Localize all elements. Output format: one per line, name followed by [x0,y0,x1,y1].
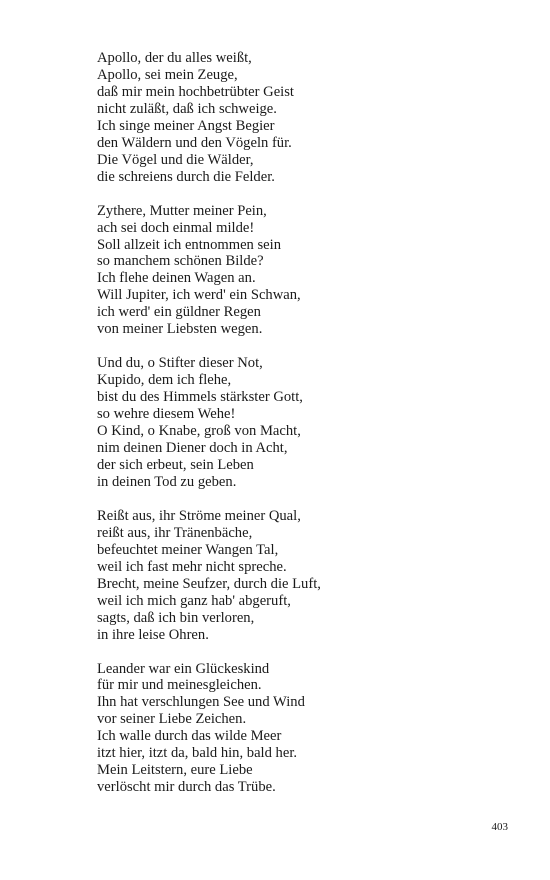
poem-line: verlöscht mir durch das Trübe. [97,779,276,796]
poem-line: sagts, daß ich bin verloren, [97,609,255,626]
poem-line: Apollo, der du alles weißt, [97,50,252,66]
poem-line: Ihn hat verschlungen See und Wind [97,694,305,711]
poem-line: Apollo, sei mein Zeuge, [97,66,238,83]
poem-line: Kupido, dem ich flehe, [97,372,232,389]
poem-line: itzt hier, itzt da, bald hin, bald her. [97,745,298,762]
poem-line: in ihre leise Ohren. [97,626,209,643]
poem-line: nim deinen Diener doch in Acht, [97,440,288,457]
poem-line: bist du des Himmels stärkster Gott, [97,389,303,406]
poem-line: Ich singe meiner Angst Begier [97,117,275,134]
poem-line: O Kind, o Knabe, groß von Macht, [97,423,301,440]
poem-line: Ich flehe deinen Wagen an. [97,270,256,287]
poem-line: Soll allzeit ich entnommen sein [97,236,282,253]
page-number: 403 [491,821,508,833]
poem-line: nicht zuläßt, daß ich schweige. [97,100,277,117]
poem-line: Mein Leitstern, eure Liebe [97,762,253,779]
poem-line: so wehre diesem Wehe! [97,406,236,423]
poem-line: der sich erbeut, sein Leben [97,456,254,473]
stanza-5 [97,661,517,797]
poem-line: Die Vögel und die Wälder, [97,151,254,168]
poem-line: Leander war ein Glückeskind [97,660,270,677]
poem-line: vor seiner Liebe Zeichen. [97,711,247,728]
poem-line: daß mir mein hochbetrübter Geist [97,83,294,100]
poem-line: von meiner Liebsten wegen. [97,321,263,338]
poem-text [97,50,517,813]
poem-line: in deinen Tod zu geben. [97,473,237,490]
poem-line: Ich walle durch das wilde Meer [97,728,282,745]
poem-line: reißt aus, ihr Tränenbäche, [97,524,253,541]
poem-line: Brecht, meine Seufzer, durch die Luft, [97,575,321,592]
poem-line: Reißt aus, ihr Ströme meiner Qual, [97,507,301,524]
stanza-2 [97,203,517,339]
poem-line: ach sei doch einmal milde! [97,219,255,236]
poem-line: weil ich mich ganz hab' abgeruft, [97,592,291,609]
poem-line: für mir und meinesgleichen. [97,677,262,694]
poem-line: Und du, o Stifter dieser Not, [97,355,263,372]
stanza-4 [97,508,517,644]
poem-line: so manchem schönen Bilde? [97,253,264,270]
poem-line: ich werd' ein güldner Regen [97,304,261,321]
poem-line: Will Jupiter, ich werd' ein Schwan, [97,287,301,304]
stanza-3 [97,355,517,491]
poem-line: weil ich fast mehr nicht spreche. [97,558,287,575]
poem-line: Zythere, Mutter meiner Pein, [97,202,267,219]
poem-line: die schreiens durch die Felder. [97,168,275,185]
poem-line: befeuchtet meiner Wangen Tal, [97,541,279,558]
poem-line: den Wäldern und den Vögeln für. [97,134,292,151]
stanza-1 [97,50,517,186]
